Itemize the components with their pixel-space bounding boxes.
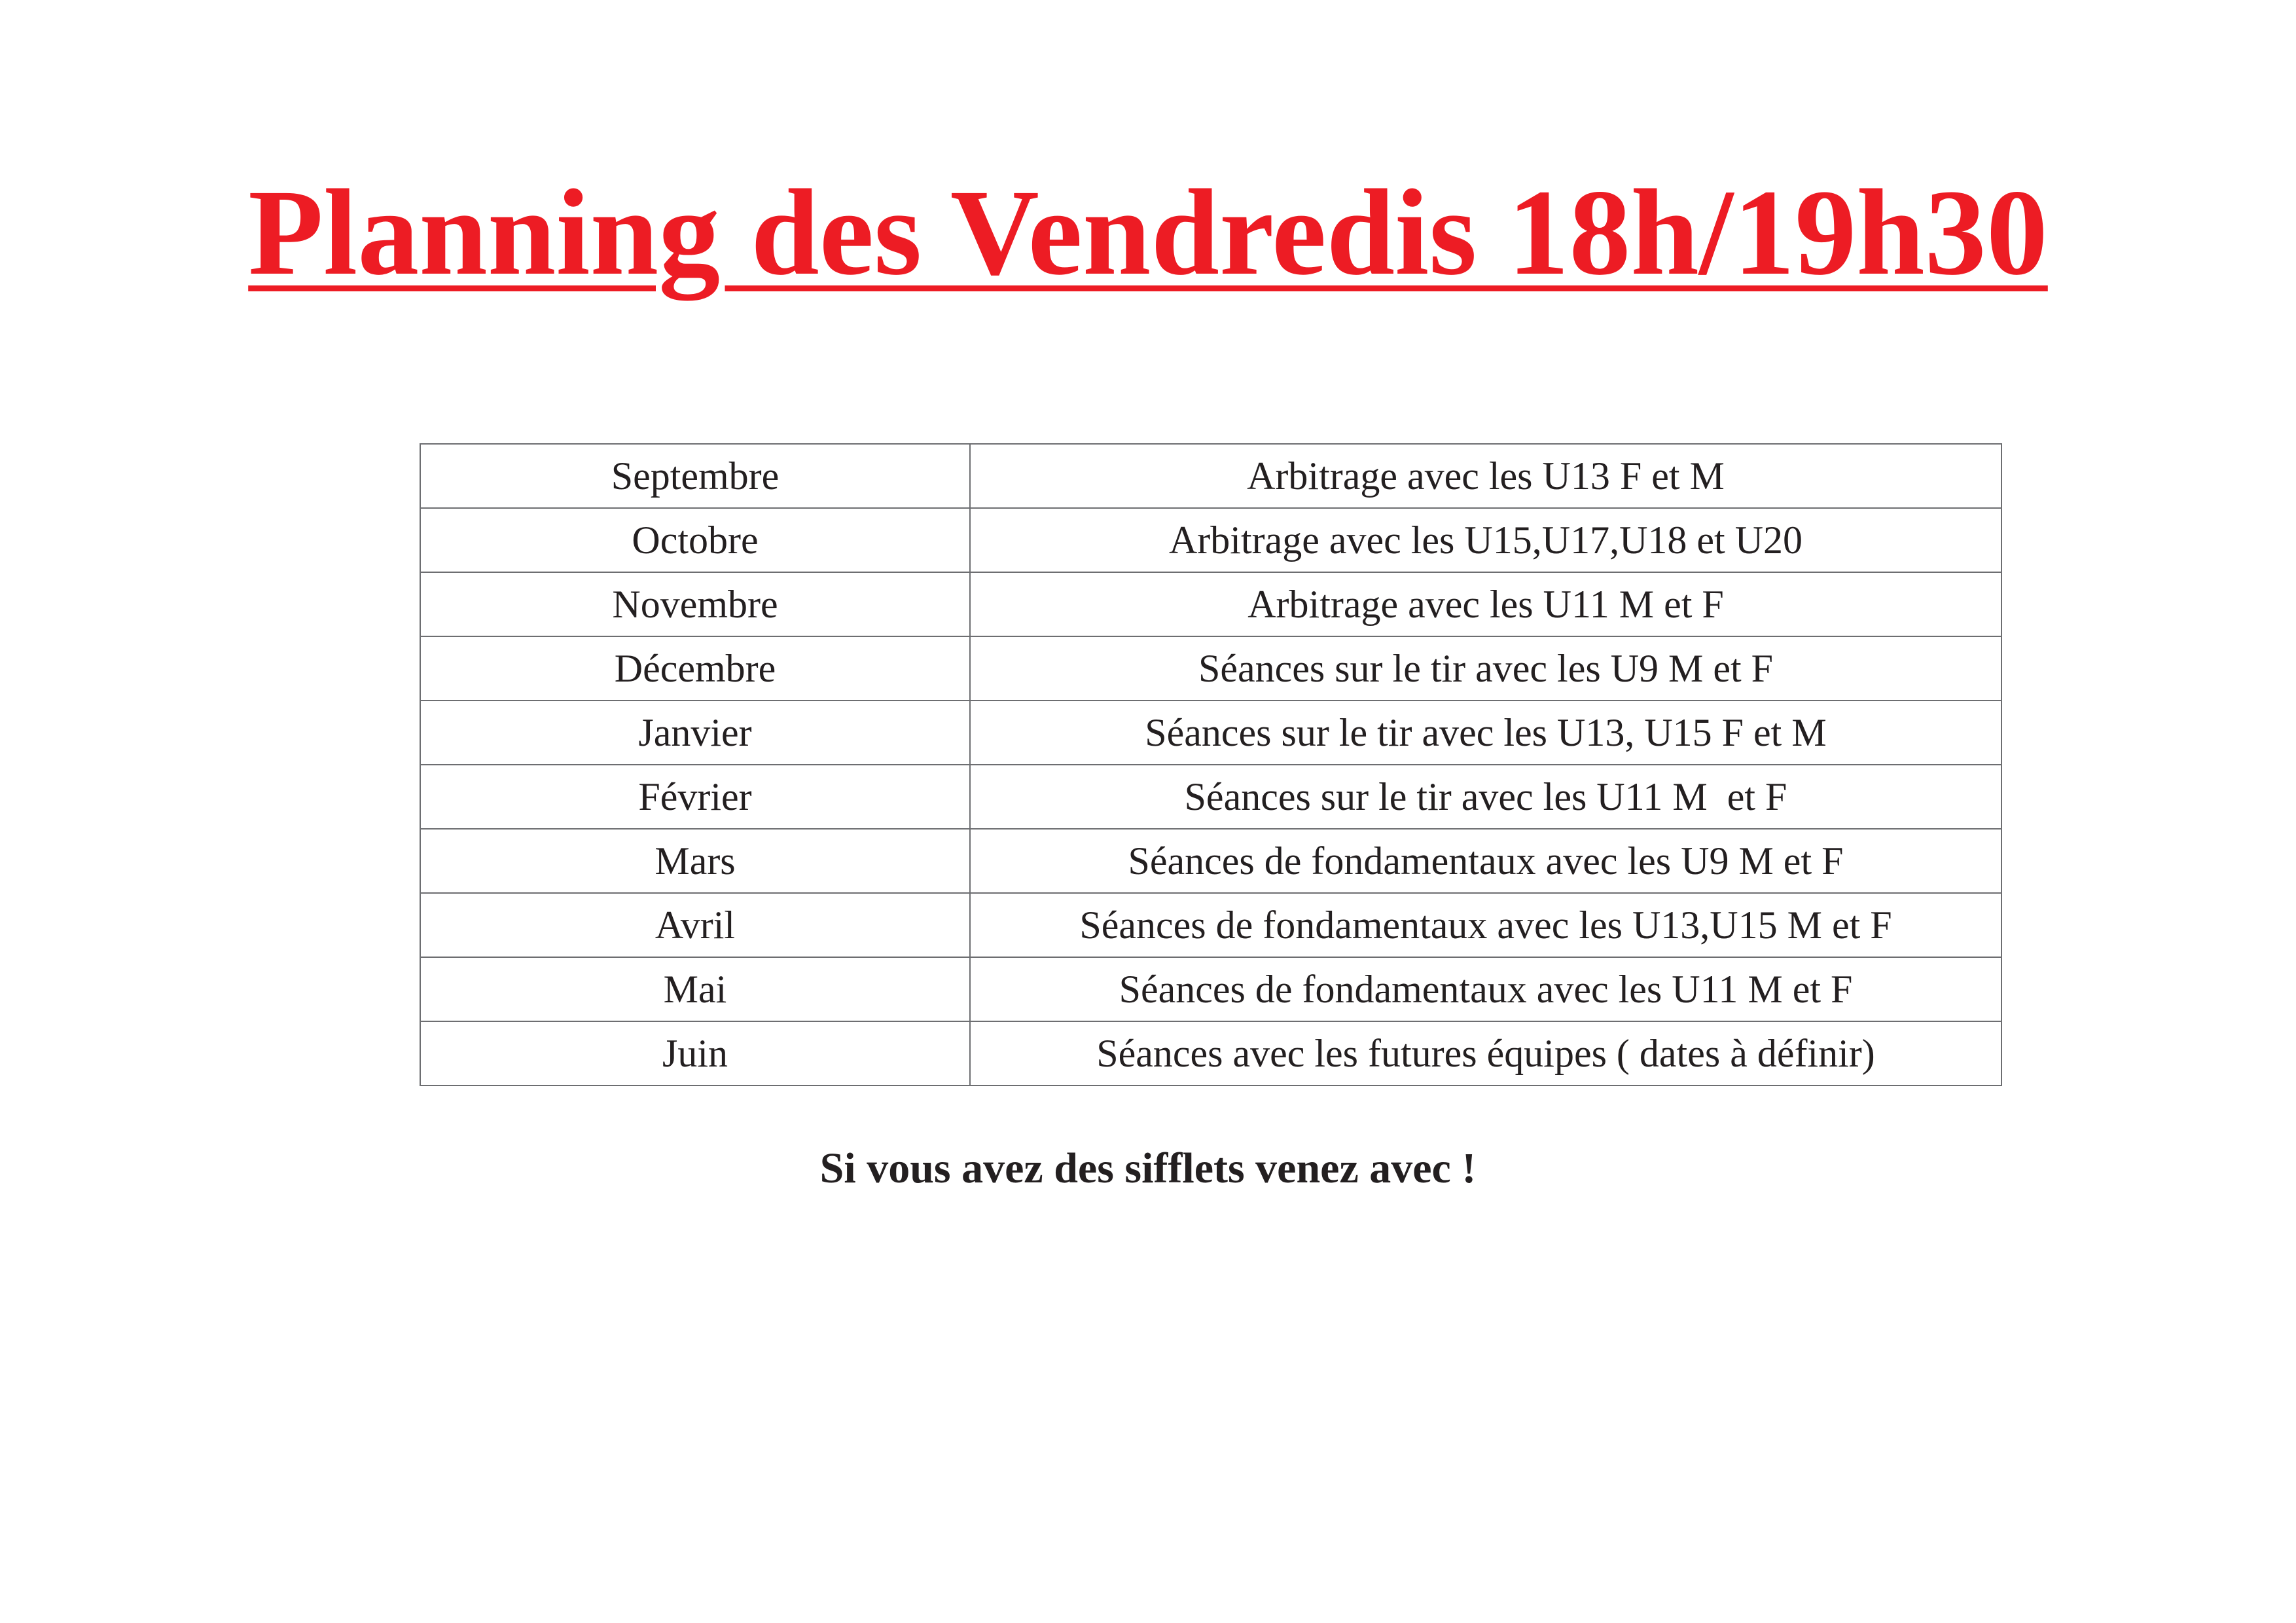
month-cell: Mars	[420, 829, 970, 893]
activity-cell: Séances sur le tir avec les U11 M et F	[970, 765, 2001, 829]
schedule-row-february	[420, 765, 2001, 829]
schedule-table	[420, 443, 2002, 1086]
page-title	[0, 160, 2296, 304]
schedule-row-march	[420, 829, 2001, 893]
schedule-row-december	[420, 636, 2001, 701]
month-cell: Juin	[420, 1021, 970, 1085]
activity-cell: Séances de fondamentaux avec les U11 M et F	[970, 957, 2001, 1021]
month-cell: Décembre	[420, 636, 970, 701]
schedule-row-may	[420, 957, 2001, 1021]
page-title-text: Planning des Vendredis 18h/19h30	[248, 164, 2048, 301]
schedule-row-june	[420, 1021, 2001, 1085]
activity-cell: Séances avec les futures équipes ( dates à définir)	[970, 1021, 2001, 1085]
schedule-row-september	[420, 444, 2001, 508]
month-cell: Janvier	[420, 701, 970, 765]
schedule-row-january	[420, 701, 2001, 765]
schedule-row-november	[420, 572, 2001, 636]
month-cell: Novembre	[420, 572, 970, 636]
month-cell: Octobre	[420, 508, 970, 572]
footer-note: Si vous avez des sifflets venez avec !	[819, 1144, 1477, 1192]
activity-cell: Séances de fondamentaux avec les U13,U15 M et F	[970, 893, 2001, 957]
schedule-row-october	[420, 508, 2001, 572]
month-cell: Février	[420, 765, 970, 829]
activity-cell: Arbitrage avec les U13 F et M	[970, 444, 2001, 508]
month-cell: Avril	[420, 893, 970, 957]
activity-cell: Arbitrage avec les U11 M et F	[970, 572, 2001, 636]
activity-cell: Séances sur le tir avec les U9 M et F	[970, 636, 2001, 701]
month-cell: Mai	[420, 957, 970, 1021]
schedule-row-april	[420, 893, 2001, 957]
month-cell: Septembre	[420, 444, 970, 508]
activity-cell: Séances de fondamentaux avec les U9 M et F	[970, 829, 2001, 893]
activity-cell: Arbitrage avec les U15,U17,U18 et U20	[970, 508, 2001, 572]
activity-cell: Séances sur le tir avec les U13, U15 F et M	[970, 701, 2001, 765]
